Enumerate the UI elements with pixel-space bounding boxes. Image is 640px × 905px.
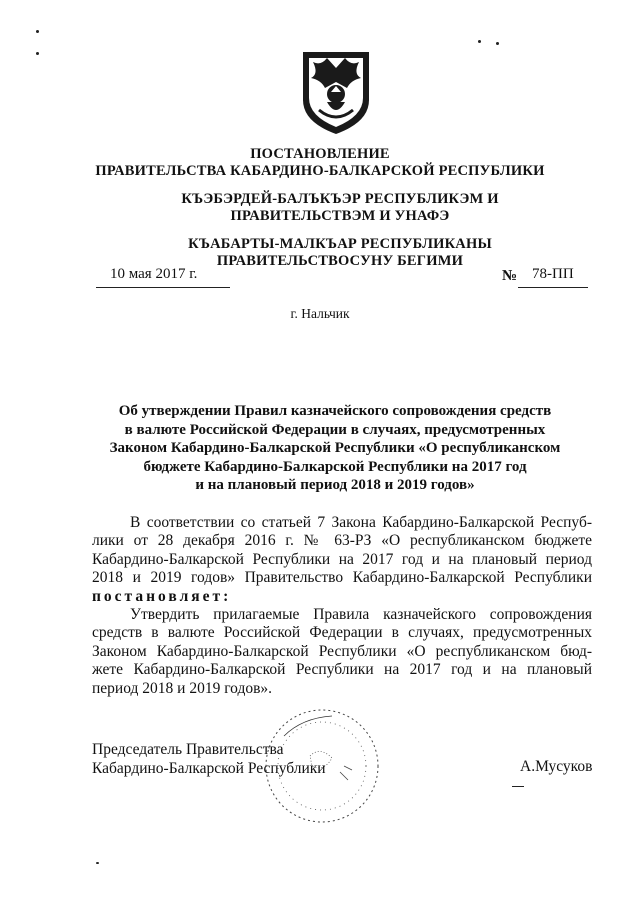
document-title	[100, 402, 570, 495]
body-line: Утвердить прилагаемые Правила казначейского сопровождения	[130, 605, 592, 623]
issuing-body-kabardian: КЪЭБЭРДЕЙ-БАЛЪКЪЭР РЕСПУБЛИКЭМ И ПРАВИТЕЛЬСТВЭМ И УНАФЭ	[181, 191, 499, 224]
position-line: Председатель Правительства	[92, 741, 284, 758]
decree-line	[92, 588, 592, 606]
body-line: средств в валюте Российской Федерации в случаях, предусмотренных	[92, 624, 592, 642]
title-line: Законом Кабардино-Балкарской Республики «О республиканском	[109, 440, 561, 456]
position-line: Кабардино-Балкарской Республики	[92, 760, 326, 777]
date-underline	[96, 287, 230, 288]
body-line: жете Кабардино-Балкарской Республики на 2017 год и на плановый	[92, 661, 592, 679]
body-line: 2018 и 2019 годов» Правительство Кабардино-Балкарской Республики	[92, 569, 592, 587]
title-line: в валюте Российской Федерации в случаях, предусмотренных	[124, 421, 546, 438]
title-line: Об утверждении Правил казначейского сопровождения средств	[118, 403, 552, 419]
number-label: №	[502, 268, 518, 284]
issuing-body: ПРАВИТЕЛЬСТВА КАБАРДИНО-БАЛКАРСКОЙ РЕСПУБЛИКИ	[95, 163, 545, 179]
document-type: ПОСТАНОВЛЕНИЕ	[250, 146, 390, 162]
title-line: и на плановый период 2018 и 2019 годов»	[195, 477, 475, 493]
signatory-name: А.Мусуков	[520, 758, 593, 775]
body-line: лики от 28 декабря 2016 г. № 63-РЗ «О республиканском бюджете	[92, 532, 592, 550]
number-underline	[518, 287, 588, 288]
body-line: В соответствии со статьей 7 Закона Кабардино-Балкарской Респуб-	[130, 514, 592, 531]
document-body	[92, 514, 592, 698]
scan-speck	[96, 862, 99, 864]
city: г. Нальчик	[290, 306, 350, 321]
document-number: 78-ПП	[532, 266, 574, 282]
body-line: Кабардино-Балкарской Республики на 2017 год и на плановый период	[92, 550, 592, 568]
scan-speck	[478, 40, 481, 43]
body-line: период 2018 и 2019 годов».	[92, 679, 273, 697]
scan-speck	[36, 30, 39, 33]
decree-word: постановляет:	[92, 587, 232, 605]
signatory-position	[92, 740, 326, 778]
body-line: Законом Кабардино-Балкарской Республики «О республиканском бюд-	[92, 642, 592, 660]
issuing-body-balkar: КЪАБАРТЫ-МАЛКЪАР РЕСПУБЛИКАНЫ ПРАВИТЕЛЬСТВОСУНУ БЕГИМИ	[188, 236, 492, 269]
scan-speck	[36, 52, 39, 55]
document-date: 10 мая 2017 г.	[110, 266, 198, 282]
scan-speck	[512, 786, 524, 787]
scan-speck	[496, 42, 499, 45]
title-line: бюджете Кабардино-Балкарской Республики на 2017 год	[143, 458, 527, 475]
coat-of-arms-icon	[297, 48, 375, 136]
